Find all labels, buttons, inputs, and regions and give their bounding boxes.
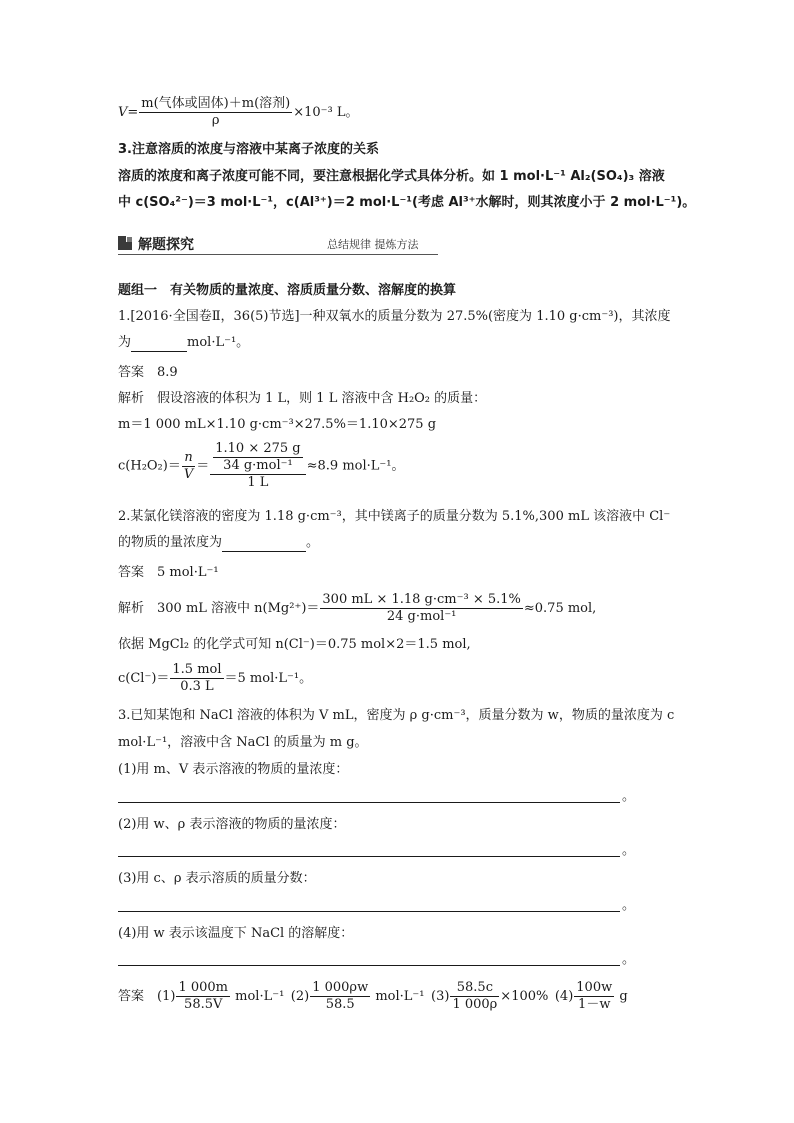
q1-calc: m＝1 000 mL×1.10 g·cm⁻³×27.5%＝1.10×275 g [118,417,437,432]
q2-analysis [118,592,596,625]
q3-line2: mol·L⁻¹，溶液中含 NaCl 的质量为 m g。 [118,735,368,750]
q2-mgcl2-line: 依据 MgCl₂ 的化学式可知 n(Cl⁻)＝0.75 mol×2＝1.5 mol, [118,637,471,652]
q3-a4-den: 1－w [578,997,611,1012]
q3-a1-num: 1 000m [178,980,228,995]
q1-inner-fraction [213,441,302,474]
q3-sub3: (3)用 c、ρ 表示溶质的质量分数： [118,871,316,886]
q2-c-den: 0.3 L [180,679,214,694]
q3-end-mark-3: 。 [622,898,636,913]
q3-a1-unit: mol·L⁻¹ [235,989,285,1004]
banner-subtitle: 总结规律 提炼方法 [327,238,419,251]
q3-answer-line-3 [118,911,620,912]
group1-title: 题组一 有关物质的量浓度、溶质质量分数、溶解度的换算 [118,283,457,298]
q3-answer-line-4 [118,965,620,966]
q2-line2-post: 。 [306,535,320,550]
q3-a2-den: 58.5 [325,997,355,1012]
volume-tail: ×10⁻³ L。 [293,105,359,120]
q3-sub2: (2)用 w、ρ 表示溶液的物质的量浓度： [118,817,346,832]
q2-c-fraction [170,662,223,695]
q3-a2-fraction [310,980,370,1013]
q1-nv-fraction [182,450,195,483]
q3-sub4: (4)用 w 表示该温度下 NaCl 的溶解度： [118,926,354,941]
q2-line1: 2.某氯化镁溶液的密度为 1.18 g·cm⁻³，其中镁离子的质量分数为 5.1%,300 mL 该溶液中 Cl⁻ [118,509,671,524]
q1-line2-pre: 为 [118,335,132,350]
section3-line2: 中 c(SO₄²⁻)＝3 mol·L⁻¹，c(Al³⁺)＝2 mol·L⁻¹(考虑 Al³⁺水解时，则其浓度小于 2 mol·L⁻¹)。 [118,195,696,210]
volume-formula [118,96,359,129]
q3-line1: 3.已知某饱和 NaCl 溶液的体积为 V mL，密度为 ρ g·cm⁻³，质量分数为 w，物质的量浓度为 c [118,708,675,723]
q1-c-eq: ＝ [196,458,210,474]
q2-c-lhs: c(Cl⁻)＝ [118,671,170,686]
q2-line2-pre: 的物质的量浓度为 [118,535,223,550]
q1-inner-den: 34 g·mol⁻¹ [223,458,293,473]
q3-a4-num: 100w [576,980,613,995]
q1-inner-num: 1.10 × 275 g [215,441,301,456]
volume-denominator: ρ [211,113,220,128]
q2-concentration [118,662,312,695]
q3-a2-unit: mol·L⁻¹ [375,989,425,1004]
q1-n: n [182,450,195,467]
section3-line1: 溶质的浓度和离子浓度可能不同，要注意根据化学式具体分析。如 1 mol·L⁻¹ Al₂(SO₄)₃ 溶液 [118,169,665,184]
q2-c-num: 1.5 mol [172,662,222,677]
q1-complex-fraction [210,441,305,491]
q3-a3-pre: (3) [431,989,450,1004]
q3-end-mark-2: 。 [622,843,636,858]
volume-lhs: V= [118,105,139,120]
q3-answer-label: 答案 [118,989,145,1004]
q3-a4-fraction [574,980,614,1013]
banner-icon [118,236,132,250]
q3-answer-line-2 [118,856,620,857]
q1-answer-blank [131,337,187,352]
q2-answer: 答案 5 mol·L⁻¹ [118,565,219,580]
q3-a2-num: 1 000ρw [312,980,369,995]
q2-analysis-den: 24 g·mol⁻¹ [386,609,457,624]
q1-c-result: ≈8.9 mol·L⁻¹。 [306,458,405,474]
q2-analysis-fraction [320,592,522,625]
q2-answer-blank [222,537,306,552]
volume-fraction [139,96,292,129]
q3-a3-num: 58.5c [450,980,499,997]
q2-c-result: ＝5 mol·L⁻¹。 [224,671,313,686]
q3-answer-line-1 [118,802,620,803]
q1-line1: 1.[2016·全国卷Ⅱ，36(5)节选]一种双氧水的质量分数为 27.5%(密度为 1.10 g·cm⁻³)，其浓度 [118,309,671,324]
q3-a3-den: 1 000ρ [452,997,498,1012]
q1-line2 [118,334,249,352]
q1-line2-post: mol·L⁻¹。 [187,335,250,350]
q3-sub1: (1)用 m、V 表示溶液的物质的量浓度： [118,762,349,777]
banner-divider [118,254,438,255]
q3-a1-fraction [176,980,230,1013]
q2-analysis-num: 300 mL × 1.18 g·cm⁻³ × 5.1% [322,592,521,607]
q1-outer-den: 1 L [247,475,269,490]
q3-a4-unit: g [619,989,628,1004]
q1-concentration [118,441,404,491]
q3-a1-den: 58.5V [184,997,223,1012]
q2-analysis-post: ≈0.75 mol, [523,601,597,616]
q3-a1-pre: (1) [157,989,176,1004]
q3-a2-pre: (2) [290,989,310,1004]
q3-answers [118,980,628,1013]
volume-numerator: m(气体或固体)＋m(溶剂) [141,96,291,111]
q2-analysis-pre: 解析 300 mL 溶液中 n(Mg²⁺)＝ [118,601,320,616]
q3-end-mark-4: 。 [622,952,636,967]
q3-end-mark-1: 。 [622,789,636,804]
q1-c-lhs: c(H₂O₂)＝ [118,458,181,474]
q1-answer: 答案 8.9 [118,365,178,380]
q1-v: V [183,466,194,482]
q3-a4-pre: (4) [554,989,574,1004]
q1-complex-num [210,441,305,475]
q3-a3-fraction [450,980,499,1013]
q2-line2 [118,534,319,552]
section3-heading: 3.注意溶质的浓度与溶液中某离子浓度的关系 [118,142,379,157]
banner-title: 解题探究 [138,237,194,253]
q1-analysis: 解析 假设溶液的体积为 1 L，则 1 L 溶液中含 H₂O₂ 的质量： [118,391,487,406]
q3-a3-unit: ×100% [500,989,549,1004]
